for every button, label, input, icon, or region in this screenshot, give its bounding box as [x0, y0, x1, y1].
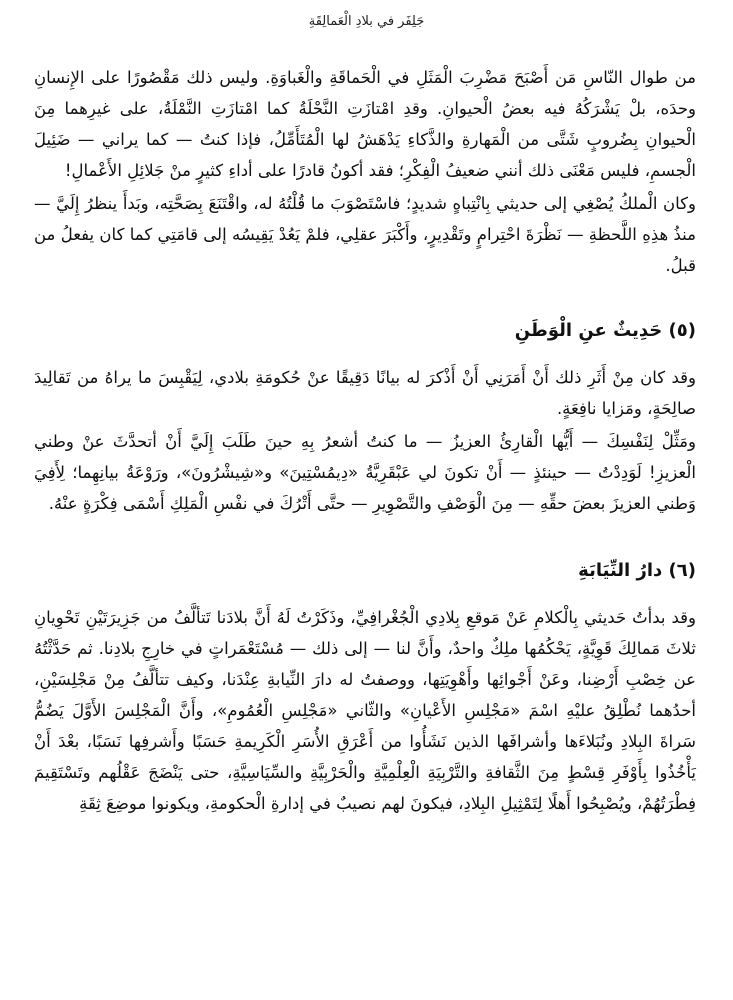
paragraph-intro-2: وكان الْملكُ يُصْغِي إلى حديثي بِانْتِباهٍ شديدٍ؛ فاسْتَصْوَبَ ما قُلْتُهُ له، واقْتَنَعَ بِصَحَّتِه، وبَدأَ ينظرُ إِلَيَّ — منذُ هذِهِ اللَّحظةِ — نَظْرَةَ احْتِرامٍ وتَقْدِيرٍ، وأَكْبَرَ عقلِي، فلمْ يَعُدْ يَقِيسُه إلى قامَتِي كما كان يفعلُ من قبلُ. [34, 194, 696, 275]
section-6-paragraph-1: وقد بدأتُ حَديثي بِالْكلامِ عَنْ مَوقعِ بِلادِي الْجُغْرافِيِّ، وذَكَرْتُ لَهُ أَنَّ بلادَنا تَتألَّفُ من جَزِيرَتَيْنِ تَحْوِيانِ ثلاثَ مَمالِكَ قَوِيَّةٍ، يَحْكُمُها ملِكٌ واحدٌ، وأَنَّ لنا — إلى ذلك — مُسْتَعْمَراتٍ في خارِجِ بلادِنا. ثم حَدَّثْتُهُ عن خِصْبِ أَرْضِنا، وعَنْ أَجْوائِها وأَهْوِيَتِها، ووصفتُ له دارَ النِّيابةِ عِنْدَنا، وكيف تتألَّفُ مِنْ مَجْلِسَيْنِ، أحدُهما نُطْلِقُ عليْهِ اسْمَ «مَجْلِسِ الأَعْيانِ» والثّاني «مَجْلِسِ الْعُمُومِ»، وأَنَّ الْمَجْلِسَ الأَوَّلَ يَضُمُّ سَراةَ البِلادِ ونُبَلاءَها وأشرافَها الذين نَشَأُوا من أَعْرَقِ الأُسَرِ الْكَرِيمةِ حَسَبًا وأَشرفِها نَسَبًا، بعْدَ أَنْ يَأْخُذُوا بِأَوْفَرِ قِسْطٍ مِنَ الثَّقافةِ والتَّرْبِيَةِ الْعِلْمِيَّةِ والْحَرْبِيَّةِ والسِّيَاسِيَّةِ، حتى يَنْضَجَ عَقْلُهم وتَسْتَقِيمَ فِطْرَتُهُمْ، ويُصْبِحُوا أَهلًا لِتَمْثِيلِ البِلادِ، فيكونَ لهم نصيبٌ في إدارةِ الْحكومةِ، ويكونوا موضِعَ ثِقَةِ [34, 608, 696, 813]
section-5-paragraph-1: وقد كان مِنْ أَثَرِ ذلك أَنْ أَمَرَنِي أَنْ أَذْكرَ له بيانًا دَقِيقًا عنْ حُكومَةِ بلادي، لِيَقْبِسَ ما يراهُ من تَقالِيدَ صالِحَةٍ، ومَزايا نافِعَةٍ. [34, 368, 696, 418]
running-header: جَلِفَر في بلادِ الْعَمالِقَةِ [308, 14, 425, 29]
section-5-paragraph-2: ومَثِّلْ لِنَفْسِكَ — أَيُّها الْقارِئُ العزيزُ — ما كنتُ أشعرُ بِهِ حينَ طَلَبَ إِلَيَّ أَنْ أتحدَّثَ عنْ وطني الْعزيزِ! لَوَدِدْتُ — حينئذٍ — أَنْ تكونَ لي عَبْقَرِيَّةُ «دِيمُسْتِينَ» و«شِيشْرُونَ»، ورَوْعَةُ بيانِهِما؛ لِأَفِيَ وَطني العزيزَ بعضَ حقِّهِ — مِنَ الْوَصْفِ والتَّصْوِيرِ — حتَّى أَتْرُكَ في نفْسِ الْمَلِكِ أَسْمَى فِكْرَةٍ عنْهُ. [34, 432, 696, 513]
page-body [34, 62, 696, 819]
section-6-heading: (٦) دارُ النِّيَابَةِ [578, 560, 696, 581]
section-5-heading: (٥) حَدِيثٌ عنِ الْوَطَنِ [514, 320, 696, 341]
paragraph-intro-1: من طوال النّاسِ مَن أَصْبَحَ مَضْرِبَ الْمَثَلِ في الْحَماقَةِ والْغَباوَةِ. وليس ذلك مَقْصُورًا على الإِنسانِ وحدَه، بلْ يَشْرَكُهُ فيه بعضُ الْحيوانِ. وقدِ امْتازَتِ النَّحْلَةُ كما امْتازَتِ النَّمْلَةُ، على غيرِهما مِنَ الْحيوانِ بِضُروبٍ شَتَّى من الْمَهارةِ والذَّكاءِ يَدْهَشُ لها الْمُتَأَمِّلُ، فإذا كنتُ — كما يراني — ضَئِيلَ الْجسمِ، فليس مَعْنَى ذلك أنني ضعيفُ الْفِكْرِ؛ فقد أكونُ قادرًا على أداءِ كثيرٍ منْ جَلائِلِ الأَعْمالِ! [34, 68, 696, 180]
